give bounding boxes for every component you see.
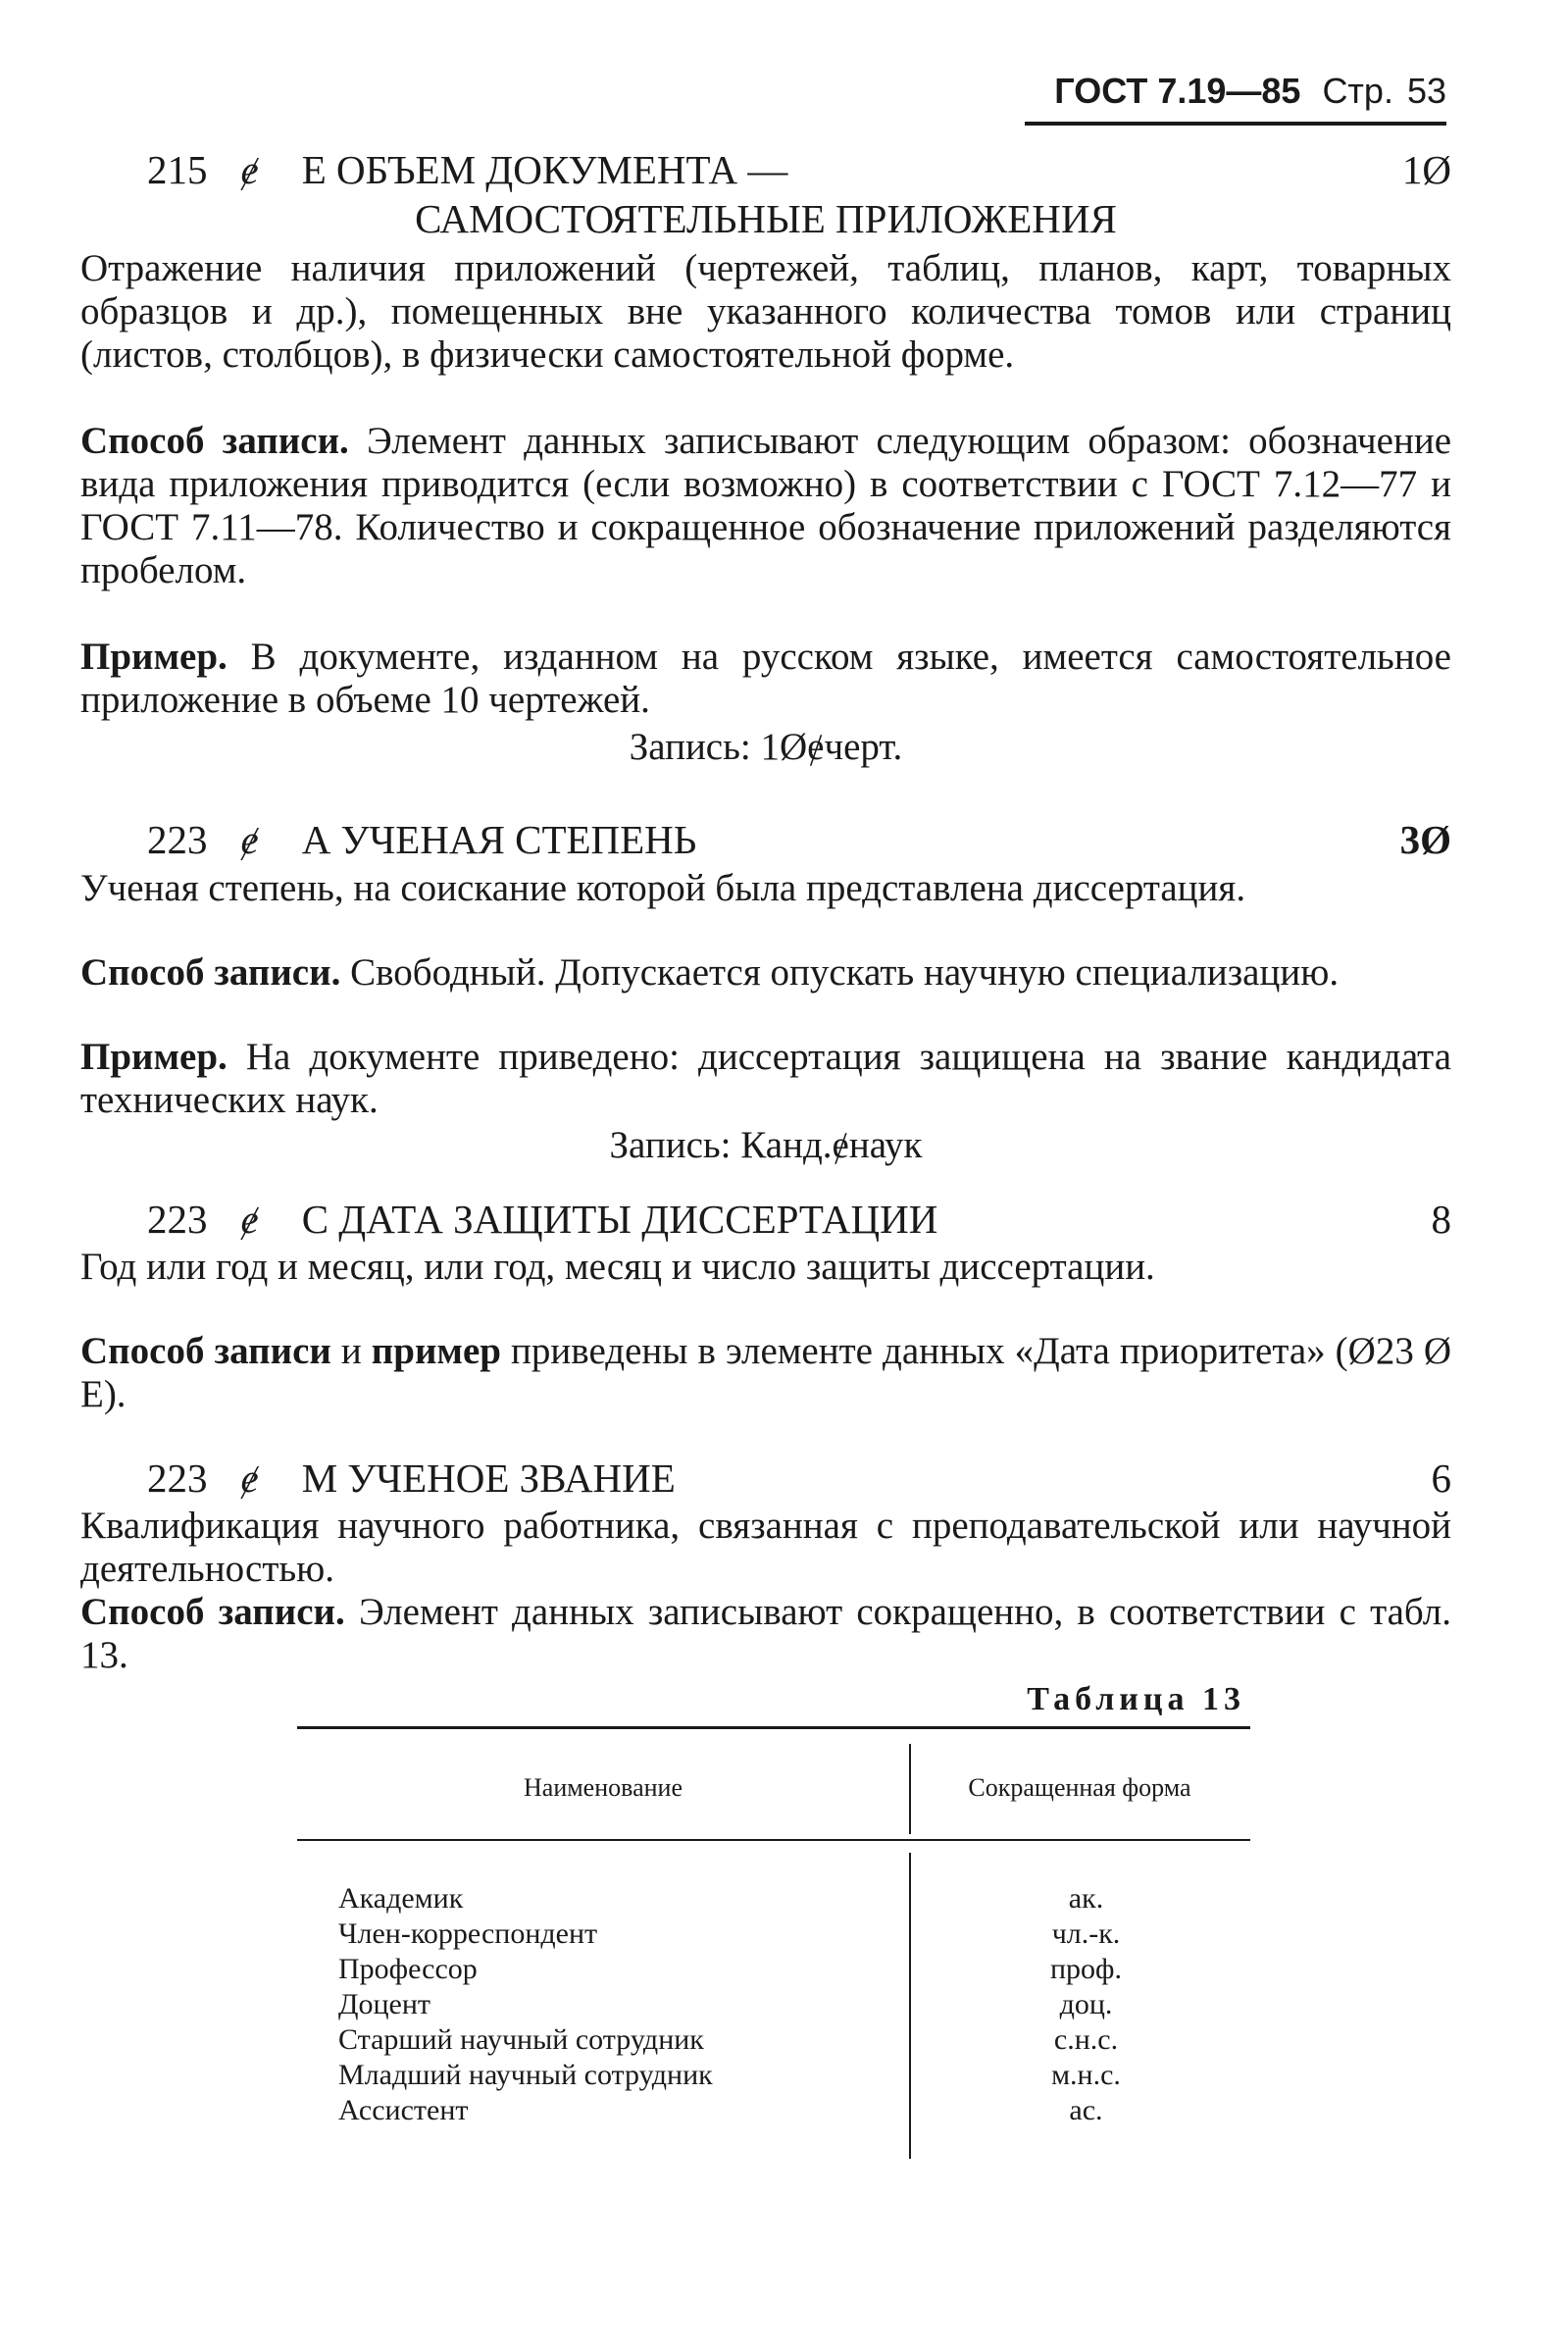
example-label: Пример. (80, 1036, 228, 1078)
page-label: Стр. (1322, 71, 1393, 111)
standard-number: ГОСТ 7.19—85 (1054, 71, 1301, 111)
method-paragraph (80, 420, 1451, 592)
element-length: 8 (1431, 1197, 1451, 1242)
table-body-divider (909, 1853, 911, 2159)
element-name-continued: САМОСТОЯТЕЛЬНЫЕ ПРИЛОЖЕНИЯ (415, 196, 1117, 241)
method-label: Способ записи. (80, 951, 341, 994)
table-column-abbreviations (922, 1881, 1250, 2128)
table-caption: Таблица 13 (1027, 1681, 1245, 1717)
section-heading (147, 1197, 1451, 1242)
section-description: Ученая степень, на соискание которой была представлена диссертация. (80, 867, 1246, 909)
element-code: 215 (147, 147, 208, 192)
table-cell-name: Академик (338, 1882, 464, 1915)
table-cell-abbreviation: с.н.с. (1053, 2023, 1119, 2056)
method-label: Способ записи. (80, 420, 349, 462)
method-text: приведены в элементе данных «Дата приоритета» (Ø23 Ø Е). (80, 1330, 1452, 1415)
table-header-rule (297, 1839, 1250, 1841)
method-text: Элемент данных записывают сокращенно, в соответствии с табл. 13. (80, 1591, 1451, 1676)
element-name: Е ОБЪЕМ ДОКУМЕНТА — (301, 147, 788, 192)
method-text: Свободный. Допускается опускать научную специализацию. (350, 951, 1340, 994)
example-text: На документе приведено: диссертация защищена на звание кандидата технических наук. (80, 1036, 1452, 1121)
table-cell-abbreviation: чл.-к. (1051, 1917, 1121, 1950)
element-flag: ɇ (240, 1456, 259, 1501)
table-cell-abbreviation: доц. (1059, 1988, 1113, 2020)
element-name: А УЧЕНАЯ СТЕПЕНЬ (301, 817, 697, 862)
table-cell-name: Ассистент (338, 2094, 469, 2126)
record-example: Запись: Канд.ɇнаук (609, 1124, 923, 1166)
table-cell-name: Доцент (338, 1988, 430, 2020)
element-name: М УЧЕНОЕ ЗВАНИЕ (301, 1456, 676, 1501)
element-code: 223 (147, 1456, 208, 1501)
element-flag: ɇ (240, 147, 259, 192)
section-description: Квалификация научного работника, связанная с преподавательской или научной деятельностью. (80, 1505, 1451, 1590)
element-name: С ДАТА ЗАЩИТЫ ДИССЕРТАЦИИ (301, 1197, 938, 1242)
table-cell-abbreviation: проф. (1050, 1953, 1122, 1985)
method-paragraph (80, 951, 1451, 995)
table-cell-name: Младший научный сотрудник (338, 2059, 713, 2091)
table-header-abbreviation: Сокращенная форма (968, 1773, 1191, 1802)
table-cell-name: Член-корреспондент (338, 1917, 598, 1950)
method-label: Способ записи. (80, 1591, 345, 1633)
table-column-names (338, 1881, 907, 2128)
table-top-rule (297, 1726, 1250, 1729)
table-cell-name: Профессор (338, 1953, 478, 1985)
section-heading (147, 817, 1451, 862)
method-paragraph (80, 1591, 1451, 1677)
example-paragraph (80, 636, 1451, 722)
table-header-name: Наименование (524, 1773, 683, 1802)
table-cell-abbreviation: ак. (1068, 1882, 1104, 1915)
table-cell-name: Старший научный сотрудник (338, 2023, 704, 2056)
record-example: Запись: 1Øɇчерт. (629, 726, 903, 768)
table-cell-abbreviation: ас. (1069, 2094, 1103, 2126)
method-label-example: пример (371, 1330, 501, 1372)
element-flag: ɇ (240, 817, 259, 862)
method-connector: и (340, 1330, 362, 1372)
method-paragraph (80, 1330, 1451, 1416)
section-description: Год или год и месяц, или год, месяц и число защиты диссертации. (80, 1246, 1155, 1288)
page-number: 53 (1406, 71, 1446, 111)
element-code: 223 (147, 817, 208, 862)
page-header (1025, 67, 1446, 126)
method-label: Способ записи (80, 1330, 331, 1372)
element-code: 223 (147, 1197, 208, 1242)
example-paragraph (80, 1036, 1451, 1122)
element-length: 1Ø (1401, 147, 1451, 192)
element-length: 6 (1431, 1456, 1451, 1501)
section-heading (147, 147, 1451, 192)
example-text: В документе, изданном на русском языке, имеется самостоятельное приложение в объеме 10 чертежей. (80, 636, 1451, 721)
section-heading (147, 1456, 1451, 1501)
element-flag: ɇ (240, 1197, 259, 1242)
table-cell-abbreviation: м.н.с. (1051, 2059, 1121, 2091)
example-label: Пример. (80, 636, 228, 678)
method-text: Элемент данных записывают следующим образом: обозначение вида приложения приводится (если возможно) в соответствии с ГОСТ 7.12—77 и ГОСТ 7.11—78. Количество и сокращенное обозначение приложений разделяются пробелом. (80, 420, 1452, 591)
section-description: Отражение наличия приложений (чертежей, таблиц, планов, карт, товарных образцов и др.), помещенных вне указанного количества томов или страниц (листов, столбцов), в физически самостоятельной форме. (80, 247, 1451, 376)
element-length: 3Ø (1399, 817, 1451, 862)
